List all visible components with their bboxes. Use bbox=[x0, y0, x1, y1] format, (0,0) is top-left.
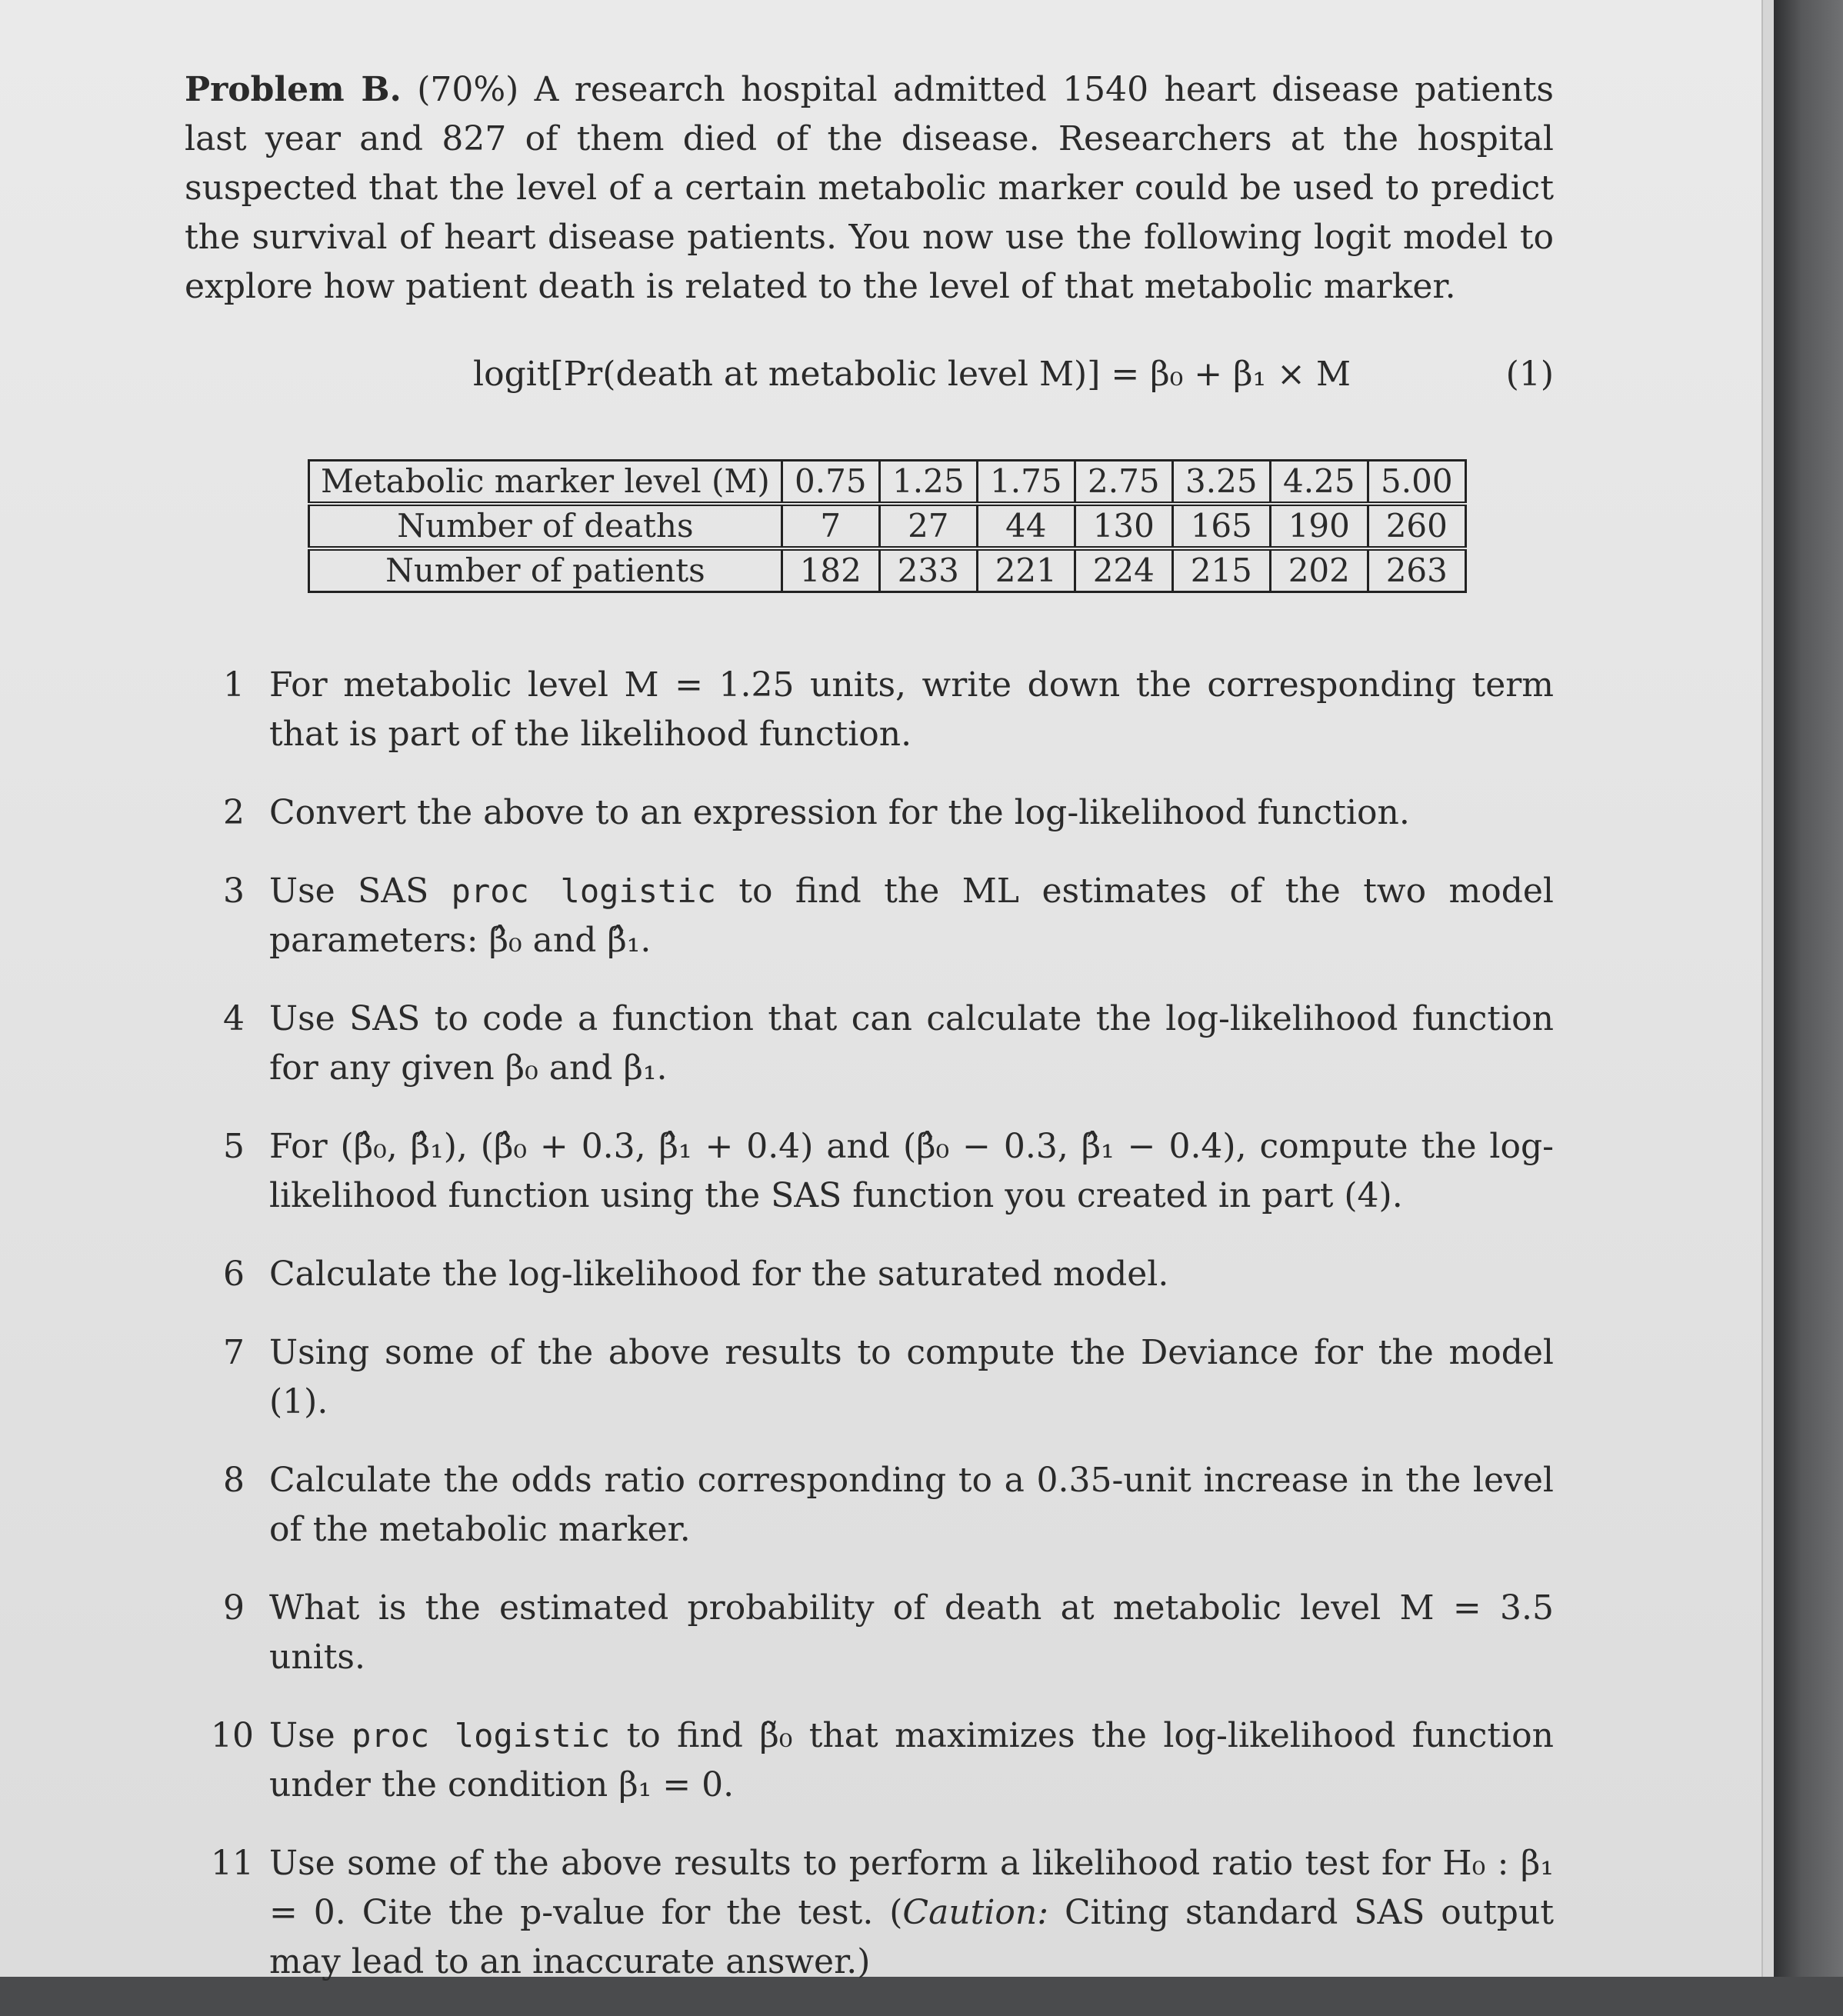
question-list bbox=[185, 661, 1554, 1987]
list-item: 11 Use some of the above results to perform a likelihood ratio test for H₀ : β₁ = 0. Cite the p-value for the test. (Caution: Citing standard SAS output may lead to an inaccurate answer.) bbox=[223, 1839, 1554, 1987]
item-number: 3 bbox=[223, 871, 245, 911]
equation-body: logit[Pr(death at metabolic level M)] = β₀ + β₁ × M bbox=[473, 355, 1351, 394]
table-cell: 2.75 bbox=[1075, 461, 1172, 505]
list-item bbox=[223, 867, 1554, 965]
item-text: Using some of the above results to compute the Deviance for the model (1). bbox=[269, 1333, 1554, 1421]
equation-number: (1) bbox=[1505, 355, 1554, 394]
list-item bbox=[223, 661, 1554, 759]
table-cell: 233 bbox=[879, 548, 977, 592]
item-number: 7 bbox=[223, 1333, 245, 1372]
list-item bbox=[223, 1250, 1554, 1299]
list-item bbox=[223, 1122, 1554, 1221]
table-cell: 130 bbox=[1075, 504, 1172, 548]
problem-label: Problem B. bbox=[185, 70, 402, 109]
table-cell: 5.00 bbox=[1368, 461, 1465, 505]
item-number: 1 bbox=[223, 665, 245, 705]
item-text: Convert the above to an expression for the log-likelihood function. bbox=[269, 793, 1410, 832]
item-text: Use SAS to code a function that can calculate the log-likelihood function for any given β₀ and β₁. bbox=[269, 999, 1554, 1088]
row-header: Number of deaths bbox=[309, 504, 782, 548]
data-table bbox=[308, 459, 1467, 593]
caution-label: Caution: bbox=[902, 1893, 1049, 1932]
problem-intro bbox=[185, 65, 1554, 312]
item-text-pre: Use bbox=[269, 1716, 335, 1755]
problem-content bbox=[185, 65, 1554, 2016]
item-number: 10 bbox=[211, 1716, 254, 1755]
table-cell: 1.25 bbox=[879, 461, 977, 505]
item-number: 9 bbox=[223, 1588, 245, 1628]
table-cell: 1.75 bbox=[977, 461, 1075, 505]
item-text: Calculate the log-likelihood for the saturated model. bbox=[269, 1255, 1169, 1294]
table-cell: 215 bbox=[1172, 548, 1270, 592]
code-proc-logistic: proc logistic bbox=[352, 1717, 611, 1754]
item-text: Calculate the odds ratio corresponding to a 0.35-unit increase in the level of the metabolic marker. bbox=[269, 1461, 1554, 1549]
row-header: Metabolic marker level (M) bbox=[309, 461, 782, 505]
caution-text: Citing standard SAS output may lead to an inaccurate answer. bbox=[269, 1893, 1554, 1981]
item-number: 5 bbox=[223, 1127, 245, 1166]
table-cell: 182 bbox=[782, 548, 879, 592]
item-text: Use some of the above results to perform a likelihood ratio test for H₀ : β₁ = 0. Cite the p-value for the test. bbox=[269, 1844, 1554, 1932]
table-cell: 3.25 bbox=[1172, 461, 1270, 505]
table-cell: 27 bbox=[879, 504, 977, 548]
table-cell: 224 bbox=[1075, 548, 1172, 592]
table-cell: 260 bbox=[1368, 504, 1465, 548]
table-cell: 165 bbox=[1172, 504, 1270, 548]
table-cell: 190 bbox=[1270, 504, 1368, 548]
item-number: 2 bbox=[223, 793, 245, 832]
list-item bbox=[223, 788, 1554, 838]
problem-text: (70%) A research hospital admitted 1540 heart disease patients last year and 827 of them died of the disease. Researchers at the hospital suspected that the level of a certain metabolic marker could be used to predict the survival of heart disease patients. You now use the following logit model to explore how patient death is related to the level of that metabolic marker. bbox=[185, 70, 1554, 306]
item-text: For (β̂₀, β̂₁), (β̂₀ + 0.3, β̂₁ + 0.4) and (β̂₀ − 0.3, β̂₁ − 0.4), compute the log-likelihood function using the SAS function you created in part (4). bbox=[269, 1127, 1554, 1215]
table-row bbox=[309, 461, 1466, 505]
table-cell: 0.75 bbox=[782, 461, 879, 505]
table-row bbox=[309, 504, 1466, 548]
list-item bbox=[211, 1711, 1554, 1810]
item-text-pre: Use SAS bbox=[269, 871, 429, 911]
item-text-post: to find the ML estimates of the two model parameters: β̂₀ and β̂₁. bbox=[269, 871, 1554, 960]
item-number: 6 bbox=[223, 1255, 245, 1294]
list-item bbox=[223, 1456, 1554, 1554]
model-equation bbox=[185, 350, 1554, 404]
item-text: For metabolic level M = 1.25 units, write down the corresponding term that is part of the likelihood function. bbox=[269, 665, 1554, 754]
item-text-post: to find β̃₀ that maximizes the log-likelihood function under the condition β₁ = 0. bbox=[269, 1716, 1554, 1804]
item-number: 11 bbox=[211, 1844, 254, 1883]
table-cell: 263 bbox=[1368, 548, 1465, 592]
table-cell: 221 bbox=[977, 548, 1075, 592]
item-number: 4 bbox=[223, 999, 245, 1038]
item-number: 8 bbox=[223, 1461, 245, 1500]
table-cell: 7 bbox=[782, 504, 879, 548]
table-cell: 202 bbox=[1270, 548, 1368, 592]
row-header: Number of patients bbox=[309, 548, 782, 592]
list-item bbox=[223, 1328, 1554, 1427]
data-table-wrap bbox=[308, 459, 1554, 593]
table-row bbox=[309, 548, 1466, 592]
screen-bezel bbox=[1774, 0, 1843, 1977]
list-item bbox=[223, 1584, 1554, 1682]
table-cell: 4.25 bbox=[1270, 461, 1368, 505]
list-item bbox=[223, 995, 1554, 1093]
table-cell: 44 bbox=[977, 504, 1075, 548]
code-proc-logistic: proc logistic bbox=[451, 872, 716, 910]
item-text: What is the estimated probability of death at metabolic level M = 3.5 units. bbox=[269, 1588, 1554, 1677]
